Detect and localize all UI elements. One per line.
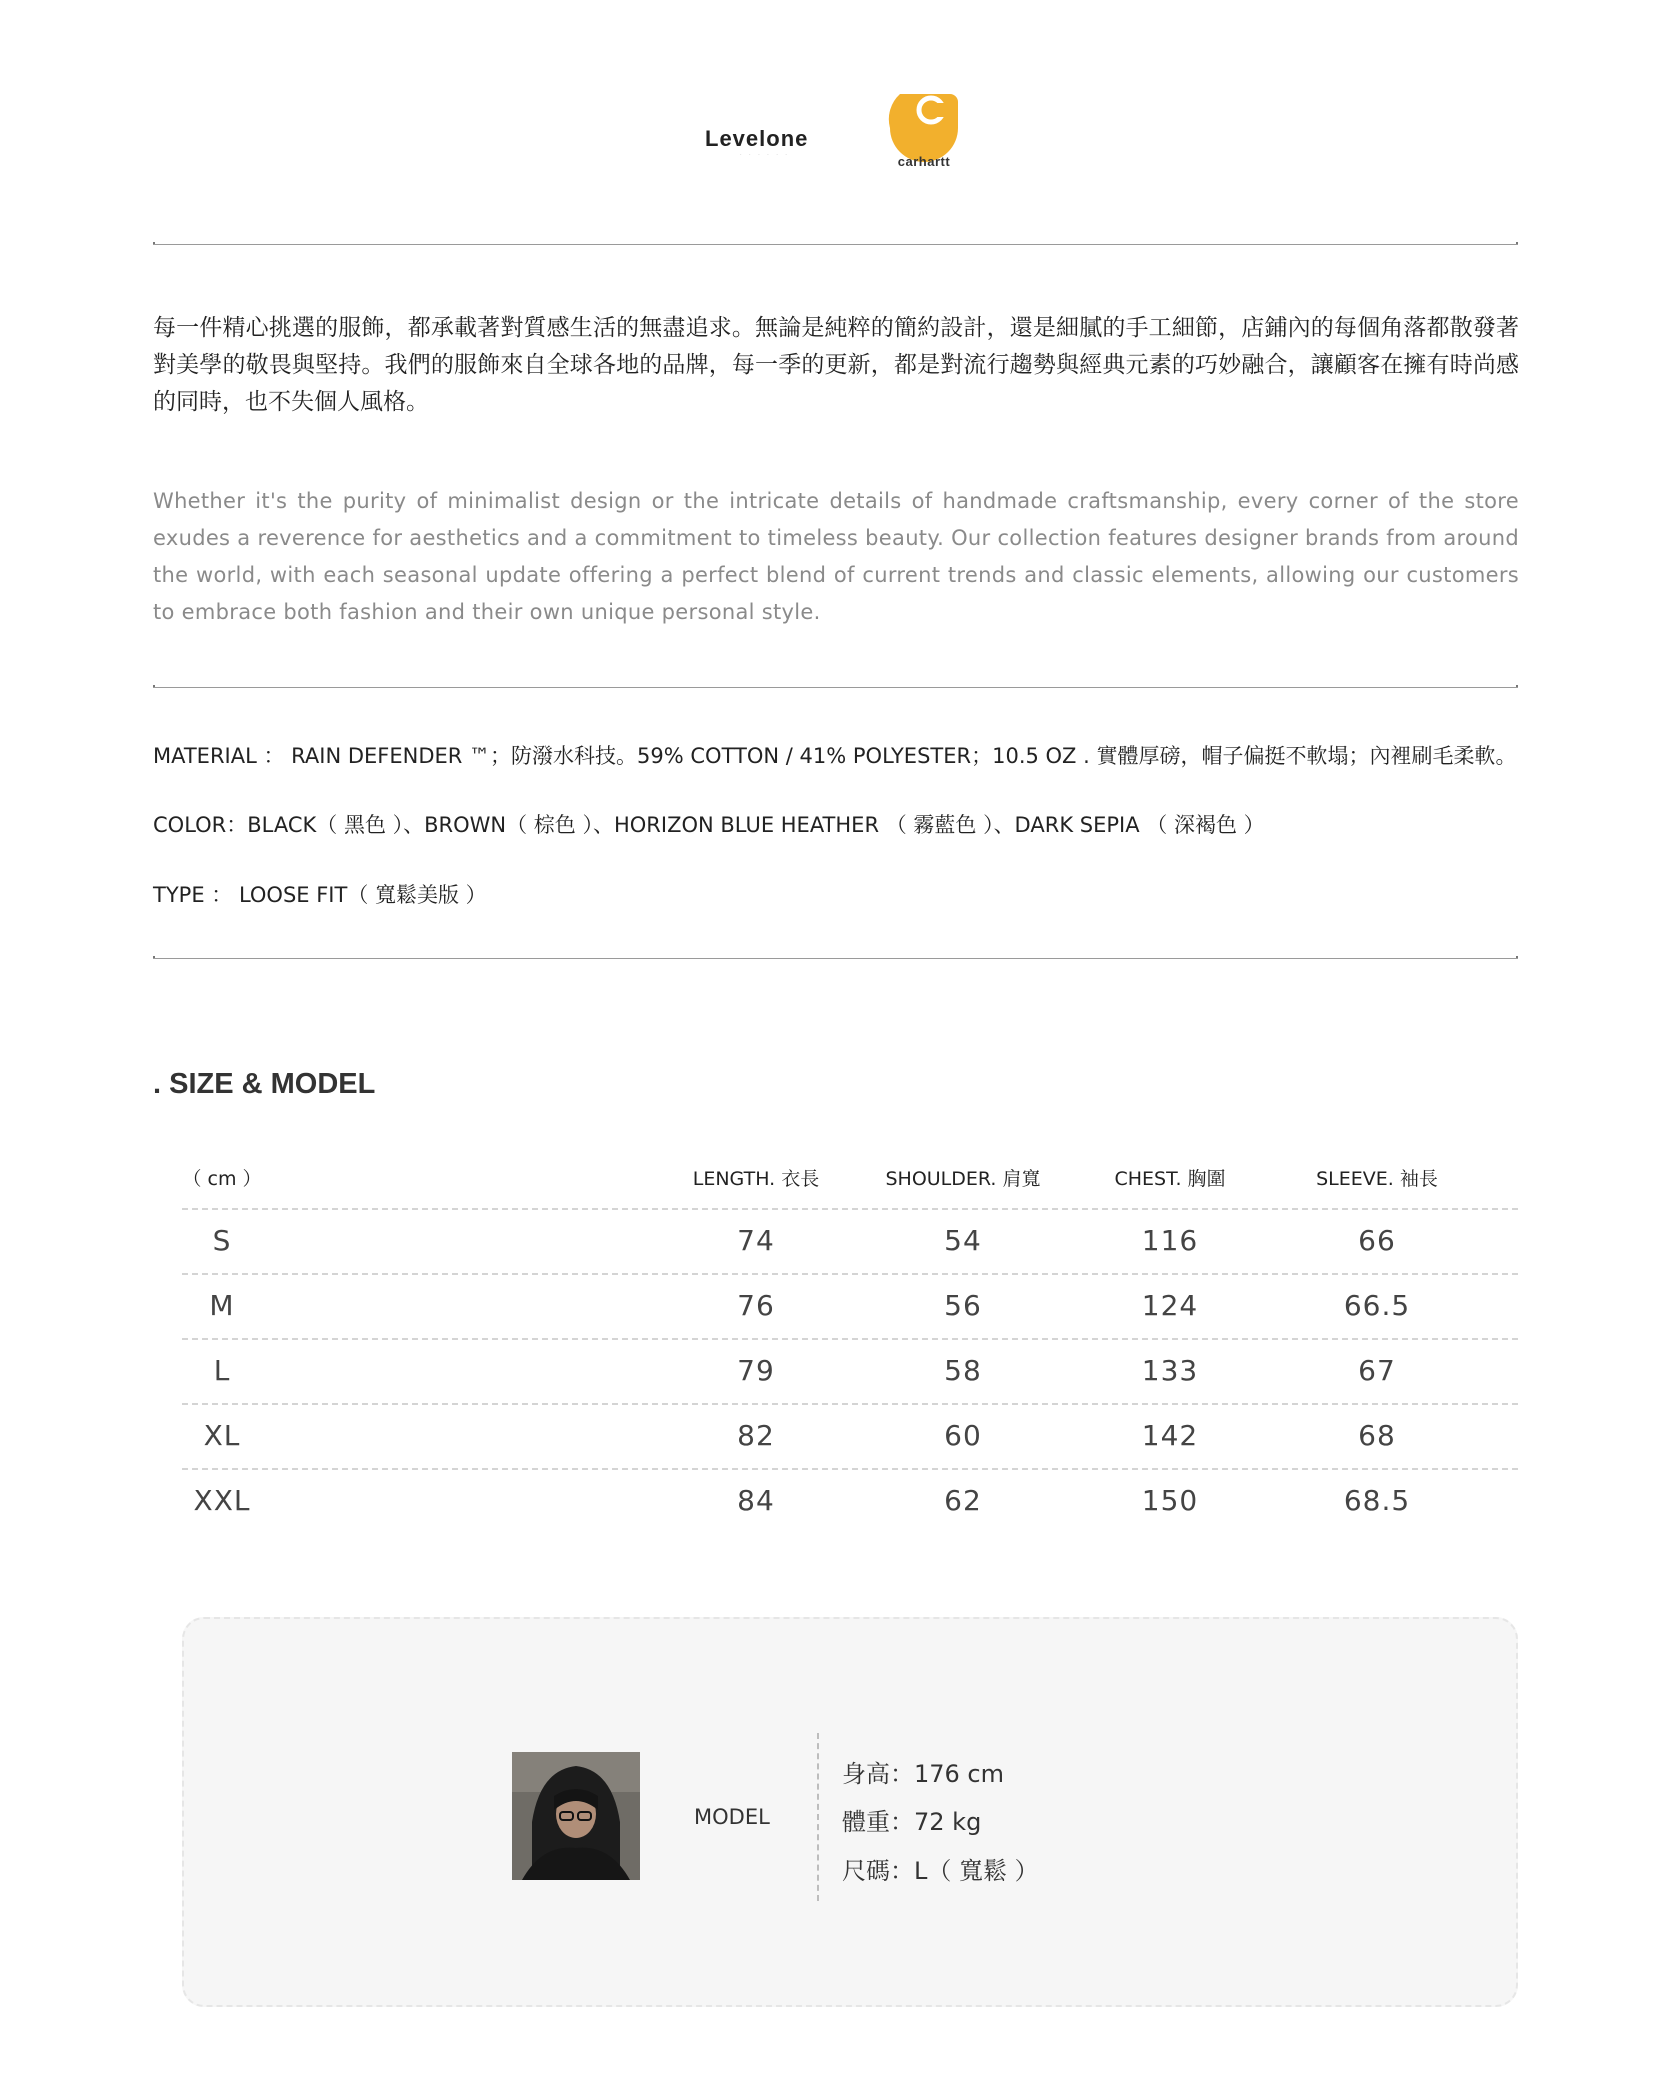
size-cell: M	[209, 1289, 235, 1322]
divider	[153, 687, 1518, 688]
table-header-row	[182, 1158, 1518, 1208]
divider	[153, 244, 1518, 245]
sleeve-cell: 66	[1358, 1224, 1396, 1257]
levelone-logo-subtext: · · · · · ·	[740, 152, 790, 158]
model-size: 尺碼：L（ 寬鬆 ）	[842, 1857, 1039, 1885]
table-row	[182, 1273, 1518, 1338]
table-row	[182, 1208, 1518, 1273]
length-cell: 82	[737, 1419, 775, 1452]
color-spec: COLOR：BLACK（ 黑色 ）、BROWN（ 棕色 ）、HORIZON BLUE HEATHER （ 霧藍色 ）、DARK SEPIA （ 深褐色 ）	[153, 813, 1265, 837]
model-divider	[817, 1733, 819, 1901]
sleeve-cell: 68	[1358, 1419, 1396, 1452]
levelone-logo: Levelone	[705, 126, 809, 151]
unit-header: （ cm ）	[182, 1168, 262, 1190]
model-label: MODEL	[694, 1805, 770, 1829]
type-spec: TYPE ： LOOSE FIT（ 寬鬆美版 ）	[153, 883, 487, 907]
model-height: 身高：176 cm	[842, 1760, 1005, 1788]
sleeve-cell: 67	[1358, 1354, 1396, 1387]
carhartt-logo-text: carhartt	[897, 154, 951, 169]
shoulder-cell: 54	[944, 1224, 982, 1257]
size-cell: XL	[203, 1419, 241, 1452]
size-cell: S	[212, 1224, 232, 1257]
divider	[153, 958, 1518, 959]
material-spec: MATERIAL ： RAIN DEFENDER ™；防潑水科技。59% COTTON / 41% POLYESTER；10.5 OZ . 實體厚磅，帽子偏挺不軟塌；內裡刷毛柔軟。	[153, 744, 1517, 768]
chest-cell: 116	[1141, 1224, 1199, 1257]
table-row	[182, 1338, 1518, 1403]
size-table	[182, 1158, 1518, 1533]
table-row	[182, 1468, 1518, 1533]
sleeve-cell: 66.5	[1343, 1289, 1411, 1322]
length-cell: 79	[737, 1354, 775, 1387]
model-photo	[512, 1752, 640, 1880]
sleeve-cell: 68.5	[1343, 1484, 1411, 1517]
length-cell: 84	[737, 1484, 775, 1517]
shoulder-cell: 62	[944, 1484, 982, 1517]
intro-english: Whether it's the purity of minimalist design or the intricate details of handmade craftsmanship, every corner of the store exudes a reverence for aesthetics and a commitment to timeless beauty. Our collection features designer brands from around the world, with each seasonal update offering a perfect blend of current trends and classic elements, allowing our customers to embrace both fashion and their own unique personal style.	[153, 489, 1519, 624]
chest-cell: 150	[1141, 1484, 1199, 1517]
shoulder-cell: 60	[944, 1419, 982, 1452]
intro-chinese: 每一件精心挑選的服飾，都承載著對質感生活的無盡追求。無論是純粹的簡約設計，還是細膩的手工細節，店鋪內的每個角落都散發著對美學的敬畏與堅持。我們的服飾來自全球各地的品牌，每一季的更新，都是對流行趨勢與經典元素的巧妙融合，讓顧客在擁有時尚感的同時，也不失個人風格。	[153, 315, 1519, 415]
chest-header: CHEST. 胸圍	[1114, 1168, 1226, 1190]
model-weight: 體重：72 kg	[842, 1808, 982, 1836]
size-cell: XXL	[193, 1484, 251, 1517]
table-row	[182, 1403, 1518, 1468]
length-header: LENGTH. 衣長	[692, 1168, 820, 1190]
chest-cell: 133	[1141, 1354, 1199, 1387]
shoulder-cell: 58	[944, 1354, 982, 1387]
shoulder-header: SHOULDER. 肩寬	[885, 1168, 1041, 1190]
shoulder-cell: 56	[944, 1289, 982, 1322]
chest-cell: 142	[1141, 1419, 1199, 1452]
length-cell: 76	[737, 1289, 775, 1322]
size-model-title: . SIZE & MODEL	[153, 1068, 376, 1100]
sleeve-header: SLEEVE. 袖長	[1316, 1168, 1438, 1190]
chest-cell: 124	[1141, 1289, 1199, 1322]
size-cell: L	[213, 1354, 231, 1387]
length-cell: 74	[737, 1224, 775, 1257]
